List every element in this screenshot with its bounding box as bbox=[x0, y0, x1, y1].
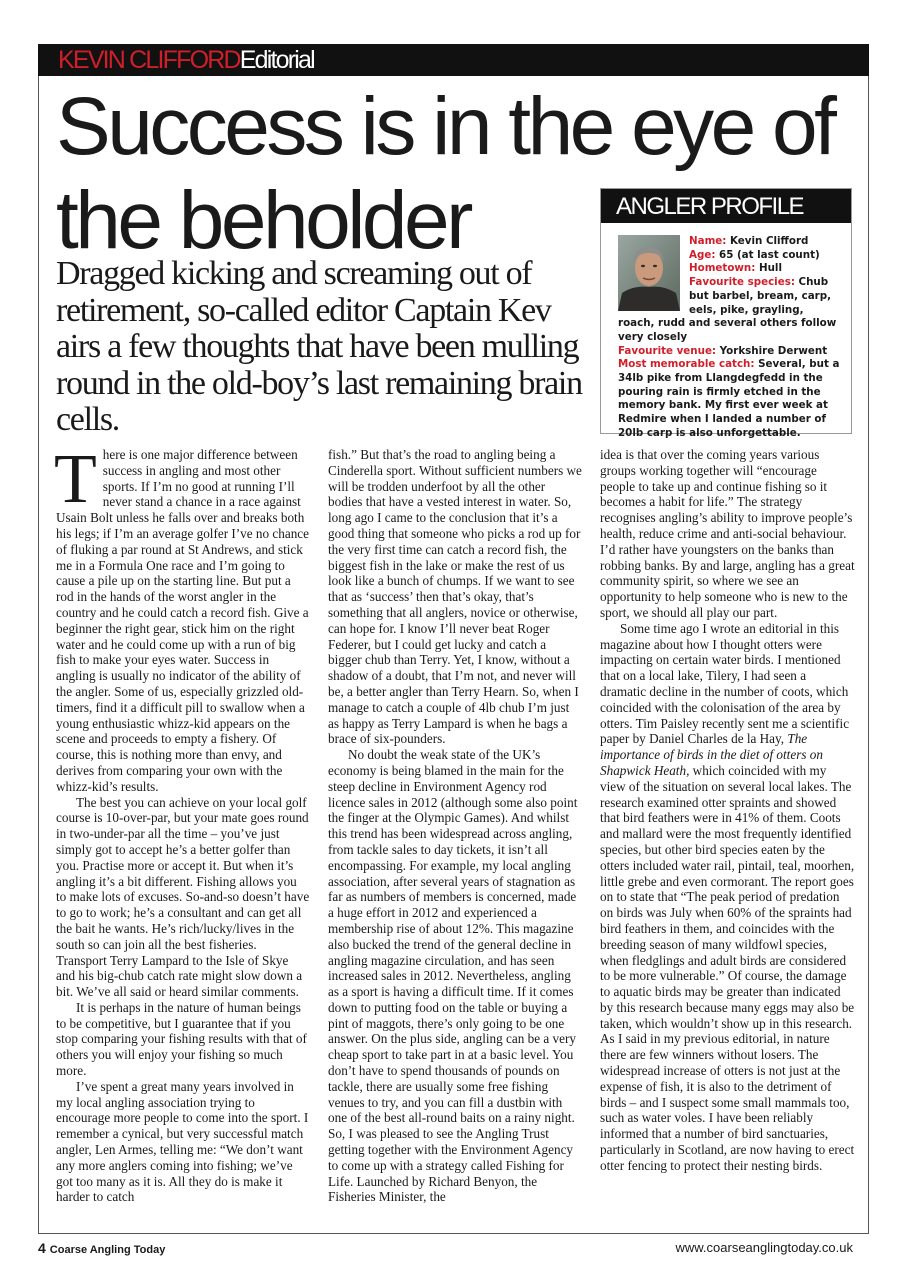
profile-field-label: Most memorable catch: bbox=[618, 358, 755, 371]
footer-website-link[interactable]: www.coarseanglingtoday.co.uk bbox=[675, 1240, 853, 1255]
paragraph-text: here is one major difference between success in angling and most other sports. If I’m no good at running I’ll never stand a chance in a race against Usain Bolt unless he falls over and breaks both his legs; if I’m an average golfer I’ve no chance of fluking a par round at St Andrews, and stick me in a Formula One race and I’m going to cause a pile up on the starting line. But put a rod in the hands of the worst angler in the country and he could catch a record fish. Give a beginner the right gear, stick him on the right water and he could come up with a run of big fish to make your eyes water. Success in angling is usually no indicator of the ability of the angler. Some of us, especially grizzled old-timers, find it a difficult pill to swallow when a young enthusiastic whizz-kid appears on the scene and proceeds to empty a fishery. Of course, this is nothing more than envy, and derives from comparing your own with the whizz-kid’s results. bbox=[56, 447, 310, 794]
article-column-2 bbox=[328, 447, 582, 1205]
paragraph-text: which coincided with my view of the situation on several local lakes. The research examined otter spraints and showed that bird feathers were in 41% of them. Coots and mallard were the most frequently identified species, but other bird species eaten by the otters included water rail, pintail, teal, moorhen, little grebe and even cormorant. The report goes on to state that “The peak period of predation on birds was July when 60% of the spraints had bird feathers in them, and coincides with the breeding season of many wildfowl species, when fledglings and adult birds are considered to be more vulnerable.” Of course, the damage to aquatic birds may be greater than indicated by this research because many eggs may also be taken, which wouldn’t show up in this research. bbox=[600, 762, 855, 1031]
section-name: Editorial bbox=[239, 46, 314, 74]
angler-profile-box bbox=[600, 188, 852, 439]
profile-field-value: Several, but a 34lb pike from Llangdegfedd in the pouring rain is firmly etched in the memory bank. My first ever week at Redmire when I landed a number of 20lb carp is also unforgettable. bbox=[618, 358, 840, 439]
profile-field-value: Kevin Clifford bbox=[730, 235, 809, 247]
article-paragraph: I’ve spent a great many years involved in my local angling association trying to encourage more people to come into the sport. I remember a cynical, but very successful match angler, Len Armes, telling me: “We don’t want any more anglers coming into fishing; we’ve got too many as it is. All they do is make it harder to catch bbox=[56, 1078, 309, 1205]
profile-field-label: Hometown: bbox=[689, 262, 756, 275]
profile-field-value: 65 (at last count) bbox=[719, 248, 820, 261]
standfirst: Dragged kicking and screaming out of retirement, so-called editor Captain Kev airs a few thoughts that have been mulling round in the old-boy’s last remaining brain cells. bbox=[56, 255, 582, 438]
article-paragraph bbox=[600, 621, 855, 1032]
section-label bbox=[58, 45, 314, 75]
drop-cap: T bbox=[54, 441, 97, 518]
paragraph-text: Some time ago I wrote an editorial in this magazine about how I thought otters were impacting on certain water birds. I mentioned that on a local lake, Tilery, I had seen a dramatic decline in the number of coots, which coincided with the colonisation of the area by otters. Tim Paisley recently sent me a scientific paper by Daniel Charles de la Hay, bbox=[600, 620, 850, 747]
profile-field-label: Favourite species: bbox=[689, 276, 795, 289]
profile-field-label: Age: bbox=[689, 248, 716, 261]
author-name: KEVIN CLIFFORD bbox=[58, 46, 240, 74]
headline: Success is in the eye of the beholder bbox=[56, 81, 834, 266]
profile-field-label: Name: bbox=[689, 235, 727, 247]
article-paragraph: As I said in my previous editorial, in nature there are few winners without losers. The widespread increase of otters is not just at the expense of fish, it is also to the detriment of birds – and I suspect some small mammals too, such as water voles. I have been reliably informed that a number of bird sanctuaries, particularly in Scotland, are now having to erect otter fencing to protect their nesting birds. bbox=[600, 1031, 855, 1173]
magazine-name: Coarse Angling Today bbox=[49, 1244, 166, 1256]
profile-field bbox=[618, 358, 841, 440]
profile-field-label: Favourite venue: bbox=[618, 344, 717, 357]
profile-field-value: Chub but barbel, bream, carp, eels, pike, grayling, roach, rudd and several others follow very closely bbox=[618, 276, 837, 343]
article-paragraph: idea is that over the coming years various groups working together will “encourage people to take up and continue fishing so it becomes a habit for life.” The strategy recognises angling’s ability to improve people’s health, reduce crime and anti-social behaviour. I’d rather have youngsters on the banks than robbing banks. By and large, angling has a great community spirit, so where we see an opportunity to help someone who is new to the sport, we should all play our part. bbox=[600, 447, 855, 620]
paper-title: The importance of birds in the diet of otters on Shapwick Heath, bbox=[600, 731, 823, 778]
profile-field bbox=[618, 345, 841, 359]
article-paragraph: It is perhaps in the nature of human beings to be competitive, but I guarantee that if you stop comparing your fishing results with that of others you will enjoy your fishing so much more. bbox=[56, 999, 307, 1079]
profile-field-value: Hull bbox=[758, 262, 782, 275]
article-paragraph: The best you can achieve on your local golf course is 10-over-par, but your mate goes round in two-under-par all the time – you’ve just simply got to accept he’s a better golfer than you. Practise more or accept it. But when it’s angling it’s a bit different. Fishing allows you to make lots of excuses. So-and-so doesn’t have to go to work; he’s a consultant and can get all the bait he wants. He’s rich/lucky/lives in the south so can join all the best fisheries. Transport Terry Lampard to the Isle of Skye and his big-chub catch rate might slow down a bit. We’ve all said or heard similar comments. bbox=[56, 794, 310, 1000]
article-column-1 bbox=[54, 441, 310, 1205]
profile-body bbox=[601, 223, 851, 441]
profile-title: ANGLER PROFILE bbox=[601, 189, 851, 223]
profile-field-value: Yorkshire Derwent bbox=[719, 344, 828, 357]
article-paragraph: No doubt the weak state of the UK’s economy is being blamed in the main for the steep decline in Environment Agency rod licence sales in 2012 (although some also point the finger at the Olympic Games). And whilst this trend has been widespread across angling, from tackle sales to day tickets, it isn’t all encompassing. For example, my local angling association, after several years of stagnation as far as numbers of members is concerned, made a huge effort in 2012 and experienced a membership rise of about 12%. This magazine also bucked the trend of the general decline in angling magazine circulation, and has seen increased sales in 2012. Nevertheless, angling as a sport is having a difficult time. If it comes down to putting food on the table or buying a pint of maggots, there’s only going to be one answer. On the plus side, angling can be a very cheap sport to take part in at a basic level. You don’t have to spend thousands of pounds on tackle, there are usually some free fishing venues to try, and you can fill a dustbin with one of the best all-round baits on a rainy night. So, I was pleased to see the Angling Trust getting together with the Environment Agency to come up with a strategy called Fishing for Life. Launched by Richard Benyon, the Fisheries Minister, the bbox=[328, 747, 578, 1205]
section-header-bar bbox=[38, 44, 869, 76]
author-photo bbox=[618, 235, 680, 311]
article-column-3 bbox=[600, 447, 855, 1174]
page-number: 4 bbox=[38, 1240, 46, 1256]
article-paragraph bbox=[54, 441, 310, 795]
article-paragraph: fish.” But that’s the road to angling being a Cinderella sport. Without sufficient numbers we will be trodden underfoot by all the other bodies that have a vested interest in water. So, long ago I came to the conclusion that it’s a good thing that someone who picks a rod up for the very first time can catch a record fish, the biggest fish in the lake or make the rest of us look like a bunch of chumps. If we want to see that as ‘success’ then that’s okay, that’s something that all anglers, novice or otherwise, can hope for. I know I’ll never beat Roger Federer, but I could get lucky and catch a bigger chub than Terry. Yet, I know, without a shadow of a doubt, that I’m not, and never will be, a better angler than Terry Hearn. So, when I manage to catch a couple of 4lb chub I’m just as happy as Terry Lampard is when he bags a brace of six-pounders. bbox=[328, 447, 582, 747]
footer-page-info bbox=[38, 1240, 165, 1256]
